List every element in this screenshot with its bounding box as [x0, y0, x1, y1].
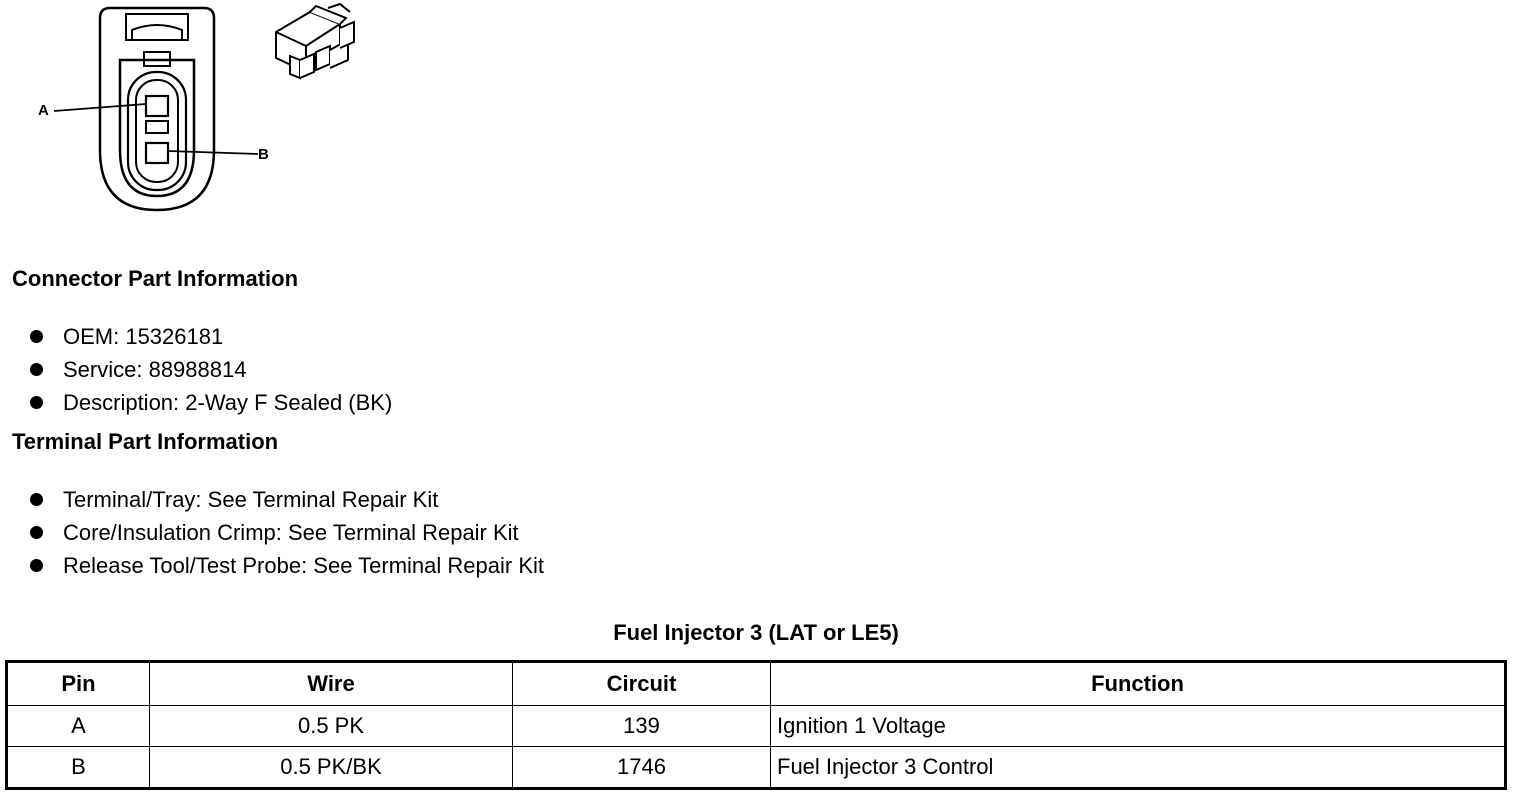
list-item: Core/Insulation Crimp: See Terminal Repair Kit — [28, 516, 544, 549]
table-title: Fuel Injector 3 (LAT or LE5) — [613, 620, 899, 645]
connector-isometric-icon — [270, 2, 366, 90]
connector-part-heading: Connector Part Information — [12, 266, 299, 291]
pinout-table — [5, 660, 1507, 790]
cell-circuit: 139 — [513, 706, 771, 747]
pin-b-label: B — [258, 146, 269, 163]
list-item: OEM: 15326181 — [28, 320, 392, 353]
connector-part-list — [28, 320, 392, 419]
bullet-icon — [30, 330, 43, 343]
list-item: Release Tool/Test Probe: See Terminal Repair Kit — [28, 549, 544, 582]
table-row — [7, 747, 1506, 789]
list-item: Description: 2-Way F Sealed (BK) — [28, 386, 392, 419]
connector-face-diagram — [30, 0, 290, 220]
cell-pin: A — [7, 706, 150, 747]
bullet-icon — [30, 396, 43, 409]
header-pin: Pin — [7, 662, 150, 706]
bullet-icon — [30, 559, 43, 572]
terminal-part-list — [28, 483, 544, 582]
bullet-icon — [30, 363, 43, 376]
header-circuit: Circuit — [513, 662, 771, 706]
cell-function: Fuel Injector 3 Control — [771, 747, 1506, 789]
list-item: Service: 88988814 — [28, 353, 392, 386]
cell-function: Ignition 1 Voltage — [771, 706, 1506, 747]
pin-a-label: A — [38, 102, 49, 119]
cell-wire: 0.5 PK/BK — [150, 747, 513, 789]
table-header-row — [7, 662, 1506, 706]
list-item: Terminal/Tray: See Terminal Repair Kit — [28, 483, 544, 516]
cell-pin: B — [7, 747, 150, 789]
cell-wire: 0.5 PK — [150, 706, 513, 747]
terminal-part-heading: Terminal Part Information — [12, 429, 279, 454]
header-wire: Wire — [150, 662, 513, 706]
cell-circuit: 1746 — [513, 747, 771, 789]
bullet-icon — [30, 493, 43, 506]
table-row — [7, 706, 1506, 747]
header-function: Function — [771, 662, 1506, 706]
bullet-icon — [30, 526, 43, 539]
